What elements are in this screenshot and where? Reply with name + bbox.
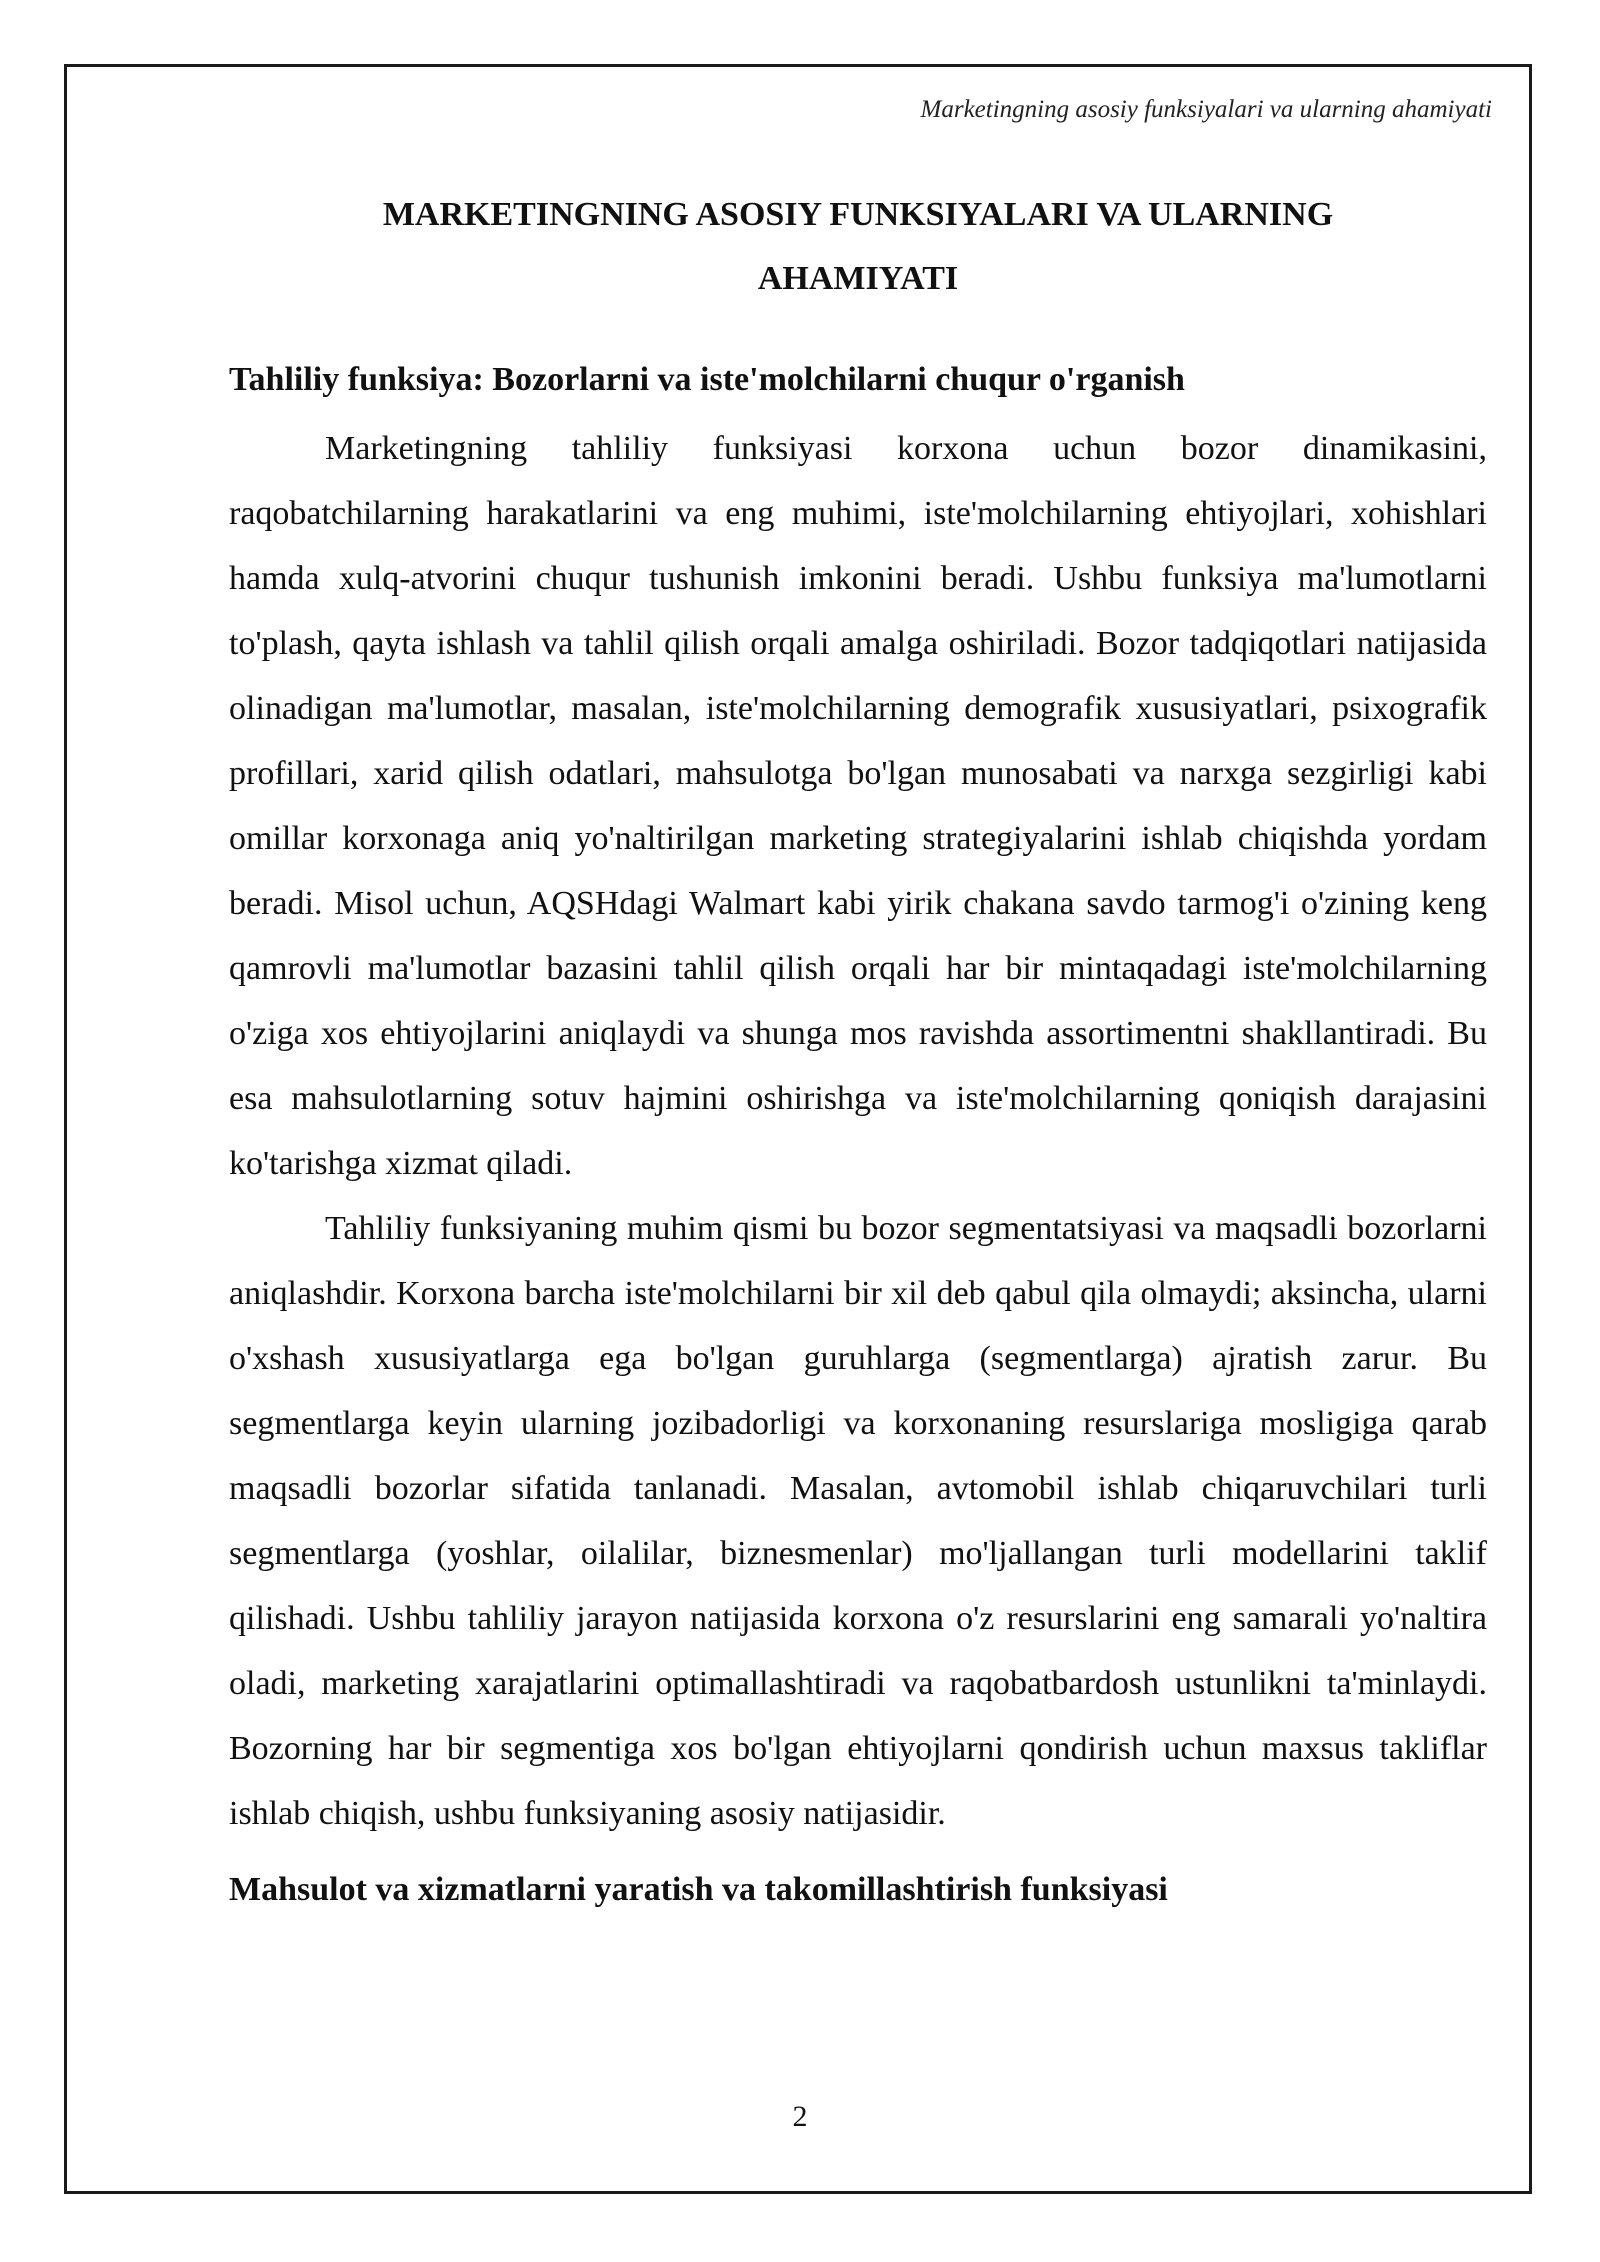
section-heading-product: Mahsulot va xizmatlarni yaratish va takomillashtirish funksiyasi [229,1871,1168,1908]
paragraph-analytical-1: Marketingning tahliliy funksiyasi korxona uchun bozor dinamikasini, raqobatchilarning harakatlarini va eng muhimi, iste'molchilarning ehtiyojlari, xohishlari hamda xulq-atvorini chuqur tushunish imkonini beradi. Ushbu funksiya ma'lumotlarni to'plash, qayta ishlash va tahlil qilish orqali amalga oshiriladi. Bozor tadqiqotlari natijasida olinadigan ma'lumotlar, masalan, iste'molchilarning demografik xususiyatlari, psixografik profillari, xarid qilish odatlari, mahsulotga bo'lgan munosabati va narxga sezgirligi kabi omillar korxonaga aniq yo'naltirilgan marketing strategiyalarini ishlab chiqishda yordam beradi. Misol uchun, AQSHdagi Walmart kabi yirik chakana savdo tarmog'i o'zining keng qamrovli ma'lumotlar bazasini tahlil qilish orqali har bir mintaqadagi iste'molchilarning o'ziga xos ehtiyojlarini aniqlaydi va shunga mos ravishda assortimentni shakllantiradi. Bu esa mahsulotlarning sotuv hajmini oshirishga va iste'molchilarning qoniqish darajasini ko'tarishga xizmat qiladi. [229,430,1487,1182]
document-title [228,183,1488,311]
document-title-line-2: AHAMIYATI [757,260,959,297]
paragraph-analytical-2: Tahliliy funksiyaning muhim qismi bu bozor segmentatsiyasi va maqsadli bozorlarni aniqlashdir. Korxona barcha iste'molchilarni bir xil deb qabul qila olmaydi; aksincha, ularni o'xshash xususiyatlarga ega bo'lgan guruhlarga (segmentlarga) ajratish zarur. Bu segmentlarga keyin ularning jozibadorligi va korxonaning resurslariga mosligiga qarab maqsadli bozorlar sifatida tanlanadi. Masalan, avtomobil ishlab chiqaruvchilari turli segmentlarga (yoshlar, oilalilar, biznesmenlar) mo'ljallangan turli modellarini taklif qilishadi. Ushbu tahliliy jarayon natijasida korxona o'z resurslarini eng samarali yo'naltira oladi, marketing xarajatlarini optimallashtiradi va raqobatbardosh ustunlikni ta'minlaydi. Bozorning har bir segmentiga xos bo'lgan ehtiyojlarni qondirish uchun maxsus takliflar ishlab chiqish, ushbu funksiyaning asosiy natijasidir. [229,1210,1487,1832]
running-header: Marketingning asosiy funksiyalari va ularning ahamiyati [920,96,1492,123]
document-body [229,358,1487,1912]
section-heading-analytical: Tahliliy funksiya: Bozorlarni va iste'molchilarni chuqur o'rganish [229,361,1185,398]
page-number: 2 [792,2100,808,2133]
document-title-line-1: MARKETINGNING ASOSIY FUNKSIYALARI VA ULARNING [382,196,1334,233]
